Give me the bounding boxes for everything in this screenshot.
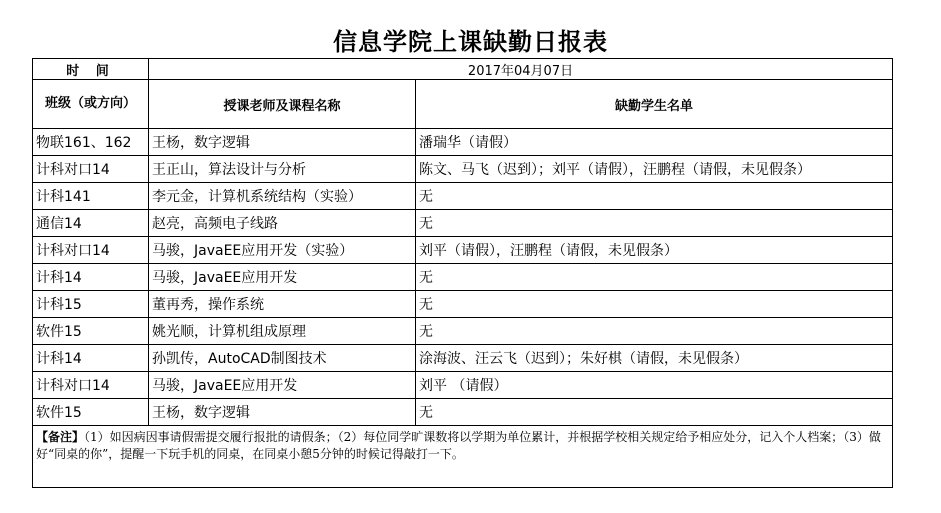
teacher-cell: 赵亮，高频电子线路 — [149, 210, 416, 237]
class-cell: 通信14 — [33, 210, 149, 237]
table-row — [33, 372, 893, 399]
table-row — [33, 345, 893, 372]
teacher-cell: 马骏，JavaEE应用开发 — [149, 372, 416, 399]
class-cell: 计科对口14 — [33, 372, 149, 399]
table-row — [33, 237, 893, 264]
absent-cell: 潘瑞华（请假） — [416, 129, 893, 156]
note-cell — [33, 426, 893, 488]
absent-cell: 无 — [416, 210, 893, 237]
note-text: （1）如因病因事请假需提交履行报批的请假条；（2）每位同学旷课数将以学期为单位累计，并根据学校相关规定给予相应处分，记入个人档案；（3）做好“同桌的你”，提醒一下玩手机的同桌，在同桌小憩5分钟的时候记得敲打一下。 — [36, 430, 881, 461]
attendance-table — [32, 58, 893, 488]
teacher-cell: 李元金，计算机系统结构（实验） — [149, 183, 416, 210]
class-cell: 计科14 — [33, 345, 149, 372]
absent-cell: 无 — [416, 399, 893, 426]
class-cell: 计科对口14 — [33, 156, 149, 183]
table-row — [33, 129, 893, 156]
class-cell: 计科14 — [33, 264, 149, 291]
date-row — [33, 59, 893, 80]
teacher-cell: 马骏，JavaEE应用开发（实验） — [149, 237, 416, 264]
teacher-cell: 王杨，数字逻辑 — [149, 399, 416, 426]
absent-cell: 刘平 （请假） — [416, 372, 893, 399]
time-label: 时 间 — [33, 59, 149, 80]
teacher-cell: 姚光顺，计算机组成原理 — [149, 318, 416, 345]
table-row — [33, 264, 893, 291]
table-row — [33, 183, 893, 210]
teacher-cell: 王杨，数字逻辑 — [149, 129, 416, 156]
note-label: 【备注】 — [36, 430, 85, 444]
absent-cell: 无 — [416, 183, 893, 210]
col-header-class: 班级（或方向） — [33, 80, 149, 129]
column-header-row — [33, 80, 893, 129]
teacher-cell: 马骏，JavaEE应用开发 — [149, 264, 416, 291]
class-cell: 计科141 — [33, 183, 149, 210]
teacher-cell: 王正山，算法设计与分析 — [149, 156, 416, 183]
class-cell: 计科对口14 — [33, 237, 149, 264]
absent-cell: 陈文、马飞（迟到）；刘平（请假），汪鹏程（请假，未见假条） — [416, 156, 893, 183]
class-cell: 物联161、162 — [33, 129, 149, 156]
absent-cell: 无 — [416, 264, 893, 291]
absent-cell: 刘平（请假），汪鹏程（请假，未见假条） — [416, 237, 893, 264]
absent-cell: 无 — [416, 318, 893, 345]
class-cell: 软件15 — [33, 399, 149, 426]
class-cell: 计科15 — [33, 291, 149, 318]
table-row — [33, 210, 893, 237]
table-row — [33, 156, 893, 183]
page-title: 信息学院上课缺勤日报表 — [333, 27, 608, 56]
class-cell: 软件15 — [33, 318, 149, 345]
teacher-cell: 孙凯传，AutoCAD制图技术 — [149, 345, 416, 372]
table-row — [33, 399, 893, 426]
report-date: 2017年04月07日 — [149, 59, 893, 80]
note-row — [33, 426, 893, 488]
absent-cell: 无 — [416, 291, 893, 318]
col-header-absent: 缺勤学生名单 — [416, 80, 893, 129]
teacher-cell: 董再秀，操作系统 — [149, 291, 416, 318]
table-row — [33, 318, 893, 345]
col-header-teacher: 授课老师及课程名称 — [149, 80, 416, 129]
table-row — [33, 291, 893, 318]
absent-cell: 涂海波、汪云飞（迟到）；朱好棋（请假，未见假条） — [416, 345, 893, 372]
